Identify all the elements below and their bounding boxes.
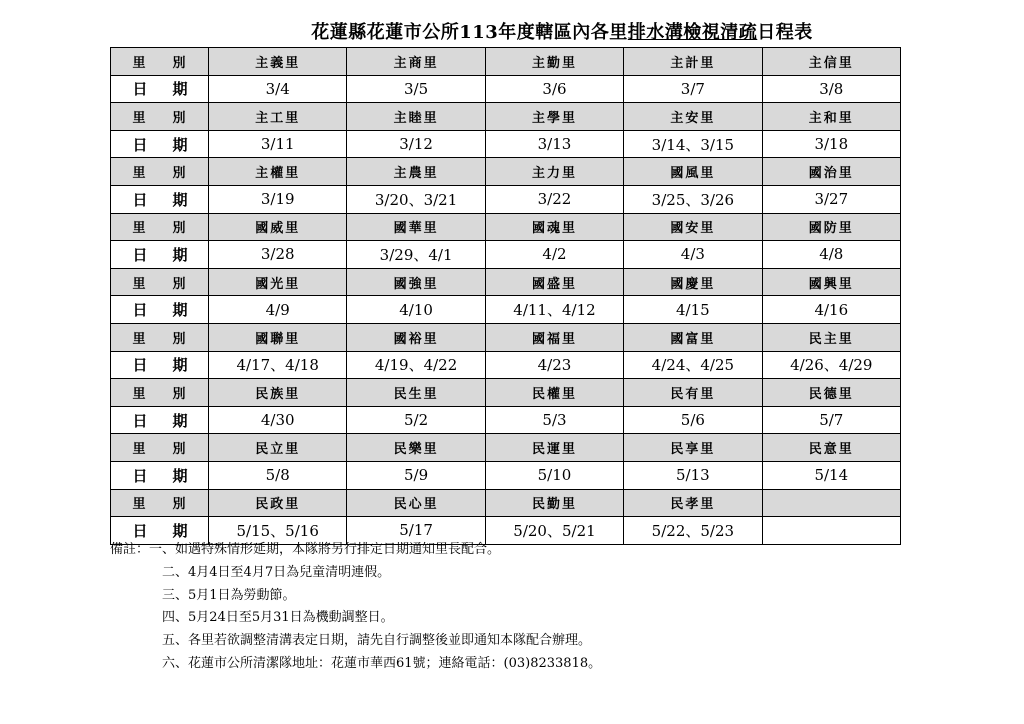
note-line bbox=[110, 539, 601, 562]
date-header-label-char: 期 bbox=[172, 411, 188, 430]
date-cell: 3/5 bbox=[347, 75, 485, 103]
date-cell: 5/20、5/21 bbox=[485, 517, 623, 545]
date-cell: 3/22 bbox=[485, 185, 623, 213]
li-name-cell: 國強里 bbox=[347, 268, 485, 296]
note-line bbox=[110, 585, 601, 608]
li-header-label-char: 別 bbox=[172, 497, 188, 513]
li-name-cell: 主商里 bbox=[347, 48, 485, 76]
li-name-cell: 民孝里 bbox=[624, 489, 762, 517]
date-cell: 4/30 bbox=[209, 406, 347, 434]
li-name-cell: 民德里 bbox=[762, 379, 900, 407]
li-row bbox=[111, 489, 901, 517]
date-cell: 3/7 bbox=[624, 75, 762, 103]
date-header-label-char: 日 bbox=[132, 521, 148, 540]
date-cell: 4/23 bbox=[485, 351, 623, 379]
li-name-cell: 主計里 bbox=[624, 48, 762, 76]
date-cell: 3/11 bbox=[209, 130, 347, 158]
li-header-label bbox=[111, 213, 209, 241]
li-name-cell: 民主里 bbox=[762, 323, 900, 351]
li-name-cell: 國聯里 bbox=[209, 323, 347, 351]
date-cell: 3/14、3/15 bbox=[624, 130, 762, 158]
date-row bbox=[111, 296, 901, 324]
date-header-label-char: 日 bbox=[132, 80, 148, 99]
date-cell: 3/8 bbox=[762, 75, 900, 103]
date-header-label bbox=[111, 461, 209, 489]
li-name-cell: 民享里 bbox=[624, 434, 762, 462]
li-name-cell: 主勤里 bbox=[485, 48, 623, 76]
li-header-label-char: 里 bbox=[132, 221, 148, 237]
date-row bbox=[111, 461, 901, 489]
date-cell: 3/28 bbox=[209, 241, 347, 269]
note-item: 五、各里若欲調整清溝表定日期，請先自行調整後並即通知本隊配合辦理。 bbox=[162, 633, 592, 649]
date-cell: 5/13 bbox=[624, 461, 762, 489]
date-row bbox=[111, 75, 901, 103]
li-name-cell: 國防里 bbox=[762, 213, 900, 241]
date-cell: 4/11、4/12 bbox=[485, 296, 623, 324]
li-row bbox=[111, 103, 901, 131]
date-header-label-char: 日 bbox=[132, 411, 148, 430]
date-cell: 5/15、5/16 bbox=[209, 517, 347, 545]
li-header-label-char: 別 bbox=[172, 166, 188, 182]
date-cell: 4/3 bbox=[624, 241, 762, 269]
date-header-label bbox=[111, 406, 209, 434]
li-name-cell: 主睦里 bbox=[347, 103, 485, 131]
date-cell: 3/18 bbox=[762, 130, 900, 158]
li-name-cell bbox=[762, 489, 900, 517]
date-header-label-char: 日 bbox=[132, 245, 148, 264]
date-header-label-char: 日 bbox=[132, 301, 148, 320]
li-name-cell: 主和里 bbox=[762, 103, 900, 131]
li-name-cell: 主學里 bbox=[485, 103, 623, 131]
li-header-label bbox=[111, 103, 209, 131]
notes-prefix: 備註： bbox=[110, 542, 150, 557]
note-item: 三、5月1日為勞動節。 bbox=[162, 587, 296, 603]
li-name-cell: 國魂里 bbox=[485, 213, 623, 241]
date-cell: 4/9 bbox=[209, 296, 347, 324]
date-cell: 3/12 bbox=[347, 130, 485, 158]
li-header-label bbox=[111, 158, 209, 186]
note-item: 四、5月24日至5月31日為機動調整日。 bbox=[162, 610, 394, 626]
li-name-cell: 國慶里 bbox=[624, 268, 762, 296]
li-name-cell: 主信里 bbox=[762, 48, 900, 76]
date-cell: 3/25、3/26 bbox=[624, 185, 762, 213]
li-name-cell: 國華里 bbox=[347, 213, 485, 241]
li-name-cell: 國裕里 bbox=[347, 323, 485, 351]
li-name-cell: 國威里 bbox=[209, 213, 347, 241]
date-cell: 5/17 bbox=[347, 517, 485, 545]
li-name-cell: 民運里 bbox=[485, 434, 623, 462]
date-cell: 3/19 bbox=[209, 185, 347, 213]
li-name-cell: 民勤里 bbox=[485, 489, 623, 517]
date-header-label-char: 期 bbox=[172, 80, 188, 99]
li-name-cell: 民政里 bbox=[209, 489, 347, 517]
li-name-cell: 民族里 bbox=[209, 379, 347, 407]
date-row bbox=[111, 185, 901, 213]
li-name-cell: 民有里 bbox=[624, 379, 762, 407]
note-line bbox=[110, 630, 601, 653]
date-cell: 4/16 bbox=[762, 296, 900, 324]
date-row bbox=[111, 351, 901, 379]
date-header-label bbox=[111, 241, 209, 269]
date-cell: 3/27 bbox=[762, 185, 900, 213]
date-cell: 5/2 bbox=[347, 406, 485, 434]
date-header-label-char: 日 bbox=[132, 135, 148, 154]
li-name-cell: 民生里 bbox=[347, 379, 485, 407]
li-name-cell: 國福里 bbox=[485, 323, 623, 351]
date-header-label-char: 期 bbox=[172, 301, 188, 320]
li-name-cell: 國富里 bbox=[624, 323, 762, 351]
li-header-label bbox=[111, 434, 209, 462]
title-prefix: 花蓮縣花蓮市公所113年度轄區內各里 bbox=[311, 22, 628, 43]
li-header-label-char: 別 bbox=[172, 386, 188, 402]
li-header-label-char: 別 bbox=[172, 331, 188, 347]
li-header-label-char: 別 bbox=[172, 442, 188, 458]
li-header-label-char: 里 bbox=[132, 497, 148, 513]
date-cell: 5/14 bbox=[762, 461, 900, 489]
date-row bbox=[111, 406, 901, 434]
date-cell: 4/8 bbox=[762, 241, 900, 269]
date-cell: 5/22、5/23 bbox=[624, 517, 762, 545]
date-cell: 4/15 bbox=[624, 296, 762, 324]
li-name-cell: 主義里 bbox=[209, 48, 347, 76]
li-name-cell: 民權里 bbox=[485, 379, 623, 407]
date-cell: 3/13 bbox=[485, 130, 623, 158]
date-cell: 3/6 bbox=[485, 75, 623, 103]
li-name-cell: 主工里 bbox=[209, 103, 347, 131]
li-row bbox=[111, 379, 901, 407]
date-row bbox=[111, 130, 901, 158]
li-header-label bbox=[111, 268, 209, 296]
li-name-cell: 主力里 bbox=[485, 158, 623, 186]
title-suffix: 日程表 bbox=[757, 22, 813, 43]
li-header-label bbox=[111, 379, 209, 407]
li-name-cell: 民心里 bbox=[347, 489, 485, 517]
date-cell: 5/9 bbox=[347, 461, 485, 489]
date-cell: 4/2 bbox=[485, 241, 623, 269]
note-item: 一、如遇特殊情形延期，本隊將另行排定日期通知里長配合。 bbox=[149, 542, 501, 557]
date-cell: 5/7 bbox=[762, 406, 900, 434]
date-header-label-char: 期 bbox=[172, 190, 188, 209]
date-header-label-char: 期 bbox=[172, 466, 188, 485]
date-header-label bbox=[111, 296, 209, 324]
li-header-label bbox=[111, 489, 209, 517]
li-row bbox=[111, 323, 901, 351]
li-name-cell: 國盛里 bbox=[485, 268, 623, 296]
date-header-label bbox=[111, 185, 209, 213]
li-header-label-char: 里 bbox=[132, 55, 148, 71]
li-header-label-char: 別 bbox=[172, 221, 188, 237]
li-header-label-char: 別 bbox=[172, 276, 188, 292]
li-name-cell: 民立里 bbox=[209, 434, 347, 462]
date-cell: 5/8 bbox=[209, 461, 347, 489]
date-cell: 5/6 bbox=[624, 406, 762, 434]
li-row bbox=[111, 434, 901, 462]
li-name-cell: 國光里 bbox=[209, 268, 347, 296]
page-title bbox=[110, 18, 1014, 44]
date-cell: 4/17、4/18 bbox=[209, 351, 347, 379]
date-cell: 3/4 bbox=[209, 75, 347, 103]
li-header-label-char: 別 bbox=[172, 55, 188, 71]
date-cell: 4/19、4/22 bbox=[347, 351, 485, 379]
li-name-cell: 國風里 bbox=[624, 158, 762, 186]
date-cell: 3/20、3/21 bbox=[347, 185, 485, 213]
date-cell bbox=[762, 517, 900, 545]
li-name-cell: 主農里 bbox=[347, 158, 485, 186]
li-header-label bbox=[111, 323, 209, 351]
date-header-label-char: 期 bbox=[172, 356, 188, 375]
li-header-label-char: 里 bbox=[132, 166, 148, 182]
date-row bbox=[111, 241, 901, 269]
li-name-cell: 民意里 bbox=[762, 434, 900, 462]
schedule-table bbox=[110, 47, 901, 545]
li-header-label-char: 里 bbox=[132, 442, 148, 458]
date-cell: 4/26、4/29 bbox=[762, 351, 900, 379]
li-name-cell: 國興里 bbox=[762, 268, 900, 296]
li-name-cell: 國安里 bbox=[624, 213, 762, 241]
li-header-label bbox=[111, 48, 209, 76]
date-cell: 5/10 bbox=[485, 461, 623, 489]
li-header-label-char: 里 bbox=[132, 331, 148, 347]
date-cell: 5/3 bbox=[485, 406, 623, 434]
li-row bbox=[111, 48, 901, 76]
li-name-cell: 民樂里 bbox=[347, 434, 485, 462]
note-line bbox=[110, 562, 601, 585]
date-header-label bbox=[111, 75, 209, 103]
date-header-label-char: 期 bbox=[172, 245, 188, 264]
li-name-cell: 主安里 bbox=[624, 103, 762, 131]
note-item: 六、花蓮市公所清潔隊地址：花蓮市華西61號；連絡電話：(03)8233818。 bbox=[162, 655, 602, 671]
note-line bbox=[110, 607, 601, 630]
li-header-label-char: 別 bbox=[172, 110, 188, 126]
date-header-label bbox=[111, 351, 209, 379]
li-name-cell: 國治里 bbox=[762, 158, 900, 186]
date-cell: 4/24、4/25 bbox=[624, 351, 762, 379]
li-name-cell: 主權里 bbox=[209, 158, 347, 186]
li-row bbox=[111, 213, 901, 241]
li-header-label-char: 里 bbox=[132, 110, 148, 126]
notes-section bbox=[110, 539, 601, 676]
note-line bbox=[110, 653, 601, 676]
date-header-label-char: 日 bbox=[132, 190, 148, 209]
li-row bbox=[111, 268, 901, 296]
date-header-label-char: 期 bbox=[172, 135, 188, 154]
note-item: 二、4月4日至4月7日為兒童清明連假。 bbox=[162, 564, 391, 580]
date-cell: 4/10 bbox=[347, 296, 485, 324]
date-header-label bbox=[111, 130, 209, 158]
date-cell: 3/29、4/1 bbox=[347, 241, 485, 269]
li-header-label-char: 里 bbox=[132, 276, 148, 292]
date-header-label-char: 期 bbox=[172, 521, 188, 540]
li-header-label-char: 里 bbox=[132, 386, 148, 402]
title-underlined: 排水溝檢視清疏 bbox=[627, 22, 758, 43]
date-header-label-char: 日 bbox=[132, 466, 148, 485]
date-header-label-char: 日 bbox=[132, 356, 148, 375]
li-row bbox=[111, 158, 901, 186]
